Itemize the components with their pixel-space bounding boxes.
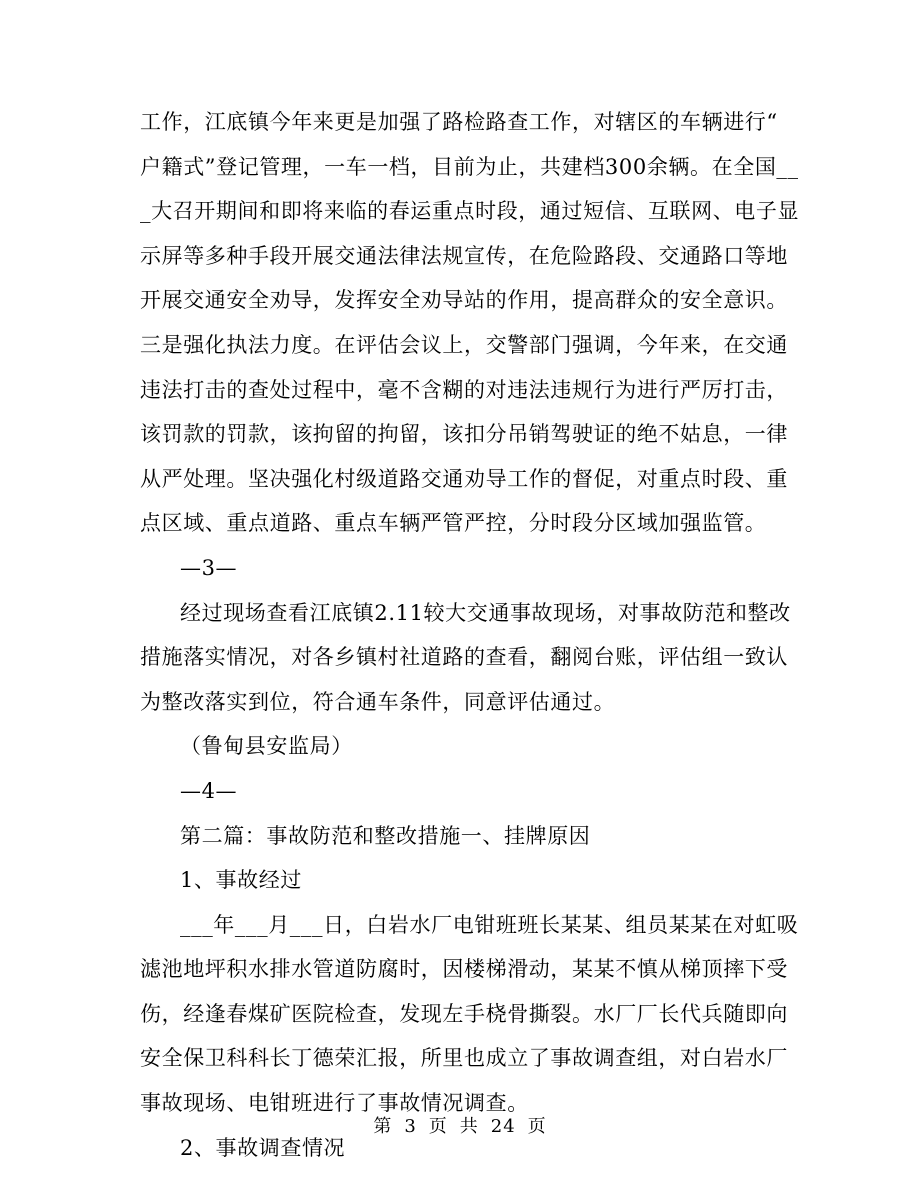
text-line: 措施落实情况，对各乡镇村社道路的查看，翻阅台账，评估组一致认 [140, 645, 788, 670]
subheading: 1、事故经过 [180, 868, 302, 893]
footer-page-word: 页 [428, 1116, 448, 1137]
text-line: 滤池地坪积水排水管道防腐时，因楼梯滑动，某某不慎从梯顶摔下受 [140, 957, 788, 982]
subheading: 2、事故调查情况 [180, 1135, 346, 1160]
footer-total-word: 共 [459, 1116, 479, 1137]
text-line: 伤，经逢春煤矿医院检查，发现左手桡骨撕裂。水厂厂长代兵随即向 [140, 1001, 788, 1026]
text-line: 户籍式”登记管理，一车一档，目前为止，共建档300余辆。在全国__ [140, 154, 799, 179]
footer-total-pages: 24 [490, 1116, 516, 1137]
text-line: 事故现场、电钳班进行了事故情况调查。 [140, 1091, 529, 1116]
text-line: 经过现场查看江底镇2.11较大交通事故现场，对事故防范和整改 [180, 600, 791, 625]
text-line: ___年___月___日，白岩水厂电钳班班长某某、组员某某在对虹吸 [180, 912, 799, 937]
text-line: 为整改落实到位，符合通车条件，同意评估通过。 [140, 689, 616, 714]
page-footer [0, 1112, 920, 1138]
footer-current-page: 3 [404, 1116, 417, 1137]
section-heading: 第二篇：事故防范和整改措施一、挂牌原因 [180, 823, 591, 848]
text-line: 点区域、重点道路、重点车辆严管严控，分时段分区域加强监管。 [140, 511, 767, 536]
text-line: 安全保卫科科长丁德荣汇报，所里也成立了事故调查组，对白岩水厂 [140, 1046, 788, 1071]
text-line: 从严处理。坚决强化村级道路交通劝导工作的督促，对重点时段、重 [140, 466, 788, 491]
footer-suffix: 页 [527, 1116, 547, 1137]
text-line: 示屏等多种手段开展交通法律法规宣传，在危险路段、交通路口等地 [140, 243, 788, 268]
footer-prefix: 第 [373, 1116, 393, 1137]
body-text [140, 100, 800, 1170]
text-line: 开展交通安全劝导，发挥安全劝导站的作用，提高群众的安全意识。 [140, 288, 788, 313]
text-line: 三是强化执法力度。在评估会议上，交警部门强调，今年来，在交通 [140, 332, 788, 357]
text-line: 工作，江底镇今年来更是加强了路检路查工作，对辖区的车辆进行“ [140, 110, 778, 134]
page-marker: —3— [180, 555, 238, 580]
text-line: _大召开期间和即将来临的春运重点时段，通过短信、互联网、电子显 [140, 199, 800, 224]
page-marker: —4— [180, 778, 238, 803]
text-line: 违法打击的查处过程中，毫不含糊的对违法违规行为进行严厉打击， [140, 377, 788, 402]
author-line: （鲁甸县安监局） [180, 734, 353, 759]
text-line: 该罚款的罚款，该拘留的拘留，该扣分吊销驾驶证的绝不姑息，一律 [140, 422, 788, 447]
